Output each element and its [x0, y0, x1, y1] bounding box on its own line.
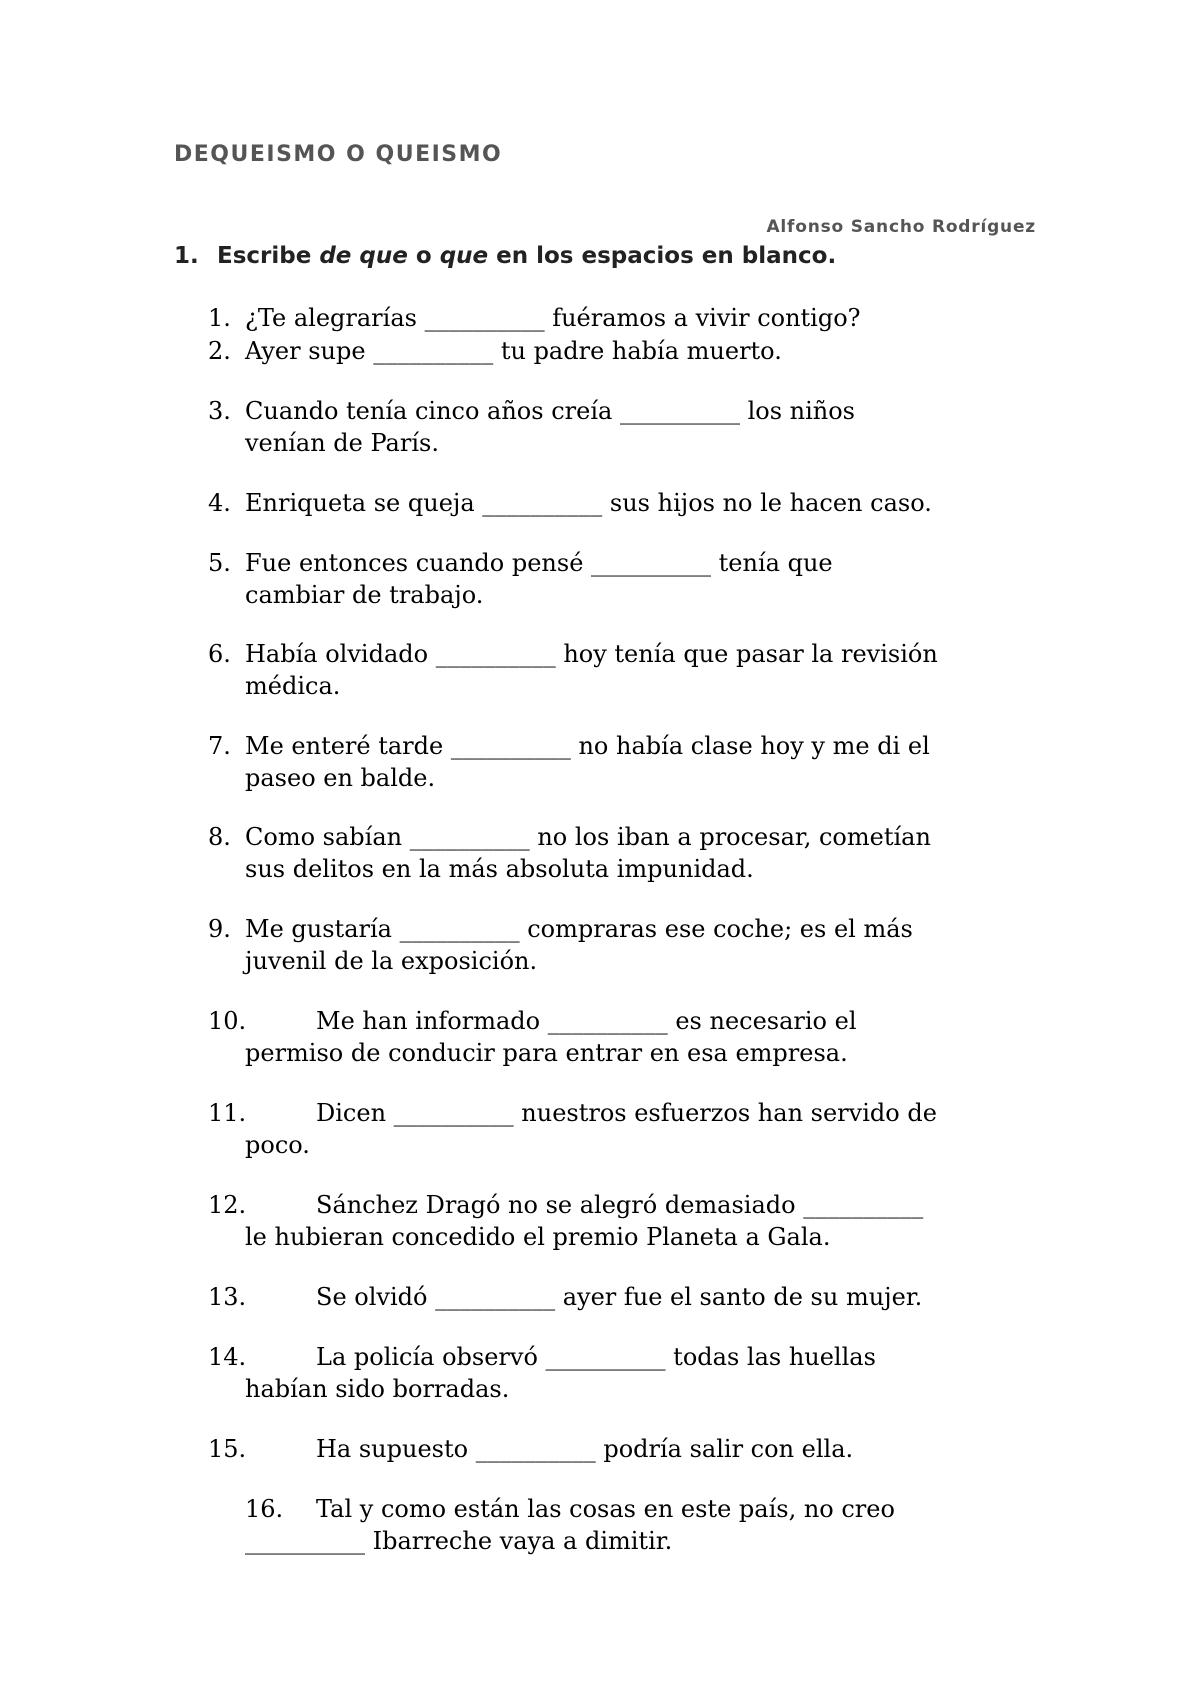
answer-blank: __________	[475, 1435, 596, 1463]
continuation-text: médica.	[245, 672, 341, 700]
item-sentence	[245, 395, 855, 427]
item-number: 16.	[245, 1495, 284, 1523]
item-sentence	[316, 1281, 922, 1313]
instruction-option-de-que: de que	[319, 243, 408, 269]
instruction-number: 1.	[174, 243, 199, 269]
answer-blank: __________	[435, 640, 556, 668]
continuation-text: sus delitos en la más absoluta impunidad.	[245, 855, 754, 883]
item-sentence	[316, 1341, 876, 1373]
sentence-end: fuéramos a vivir contigo?	[544, 304, 861, 332]
item-sentence	[245, 913, 913, 945]
continuation-text: paseo en balde.	[245, 764, 436, 792]
item-number: 6.	[208, 640, 231, 668]
item-continuation	[245, 762, 435, 794]
instruction-option-que: que	[439, 243, 489, 269]
continuation-text: juvenil de la exposición.	[245, 947, 538, 975]
item-number: 15.	[208, 1435, 247, 1463]
item-number: 9.	[208, 915, 231, 943]
item-continuation	[245, 1221, 830, 1253]
item-sentence	[316, 1493, 895, 1525]
answer-blank: __________	[803, 1191, 924, 1219]
author-name: Alfonso Sancho Rodríguez	[766, 217, 1036, 237]
item-sentence	[245, 302, 861, 334]
answer-blank: __________	[393, 1099, 514, 1127]
item-number: 8.	[208, 823, 231, 851]
page-title: DEQUEISMO O QUEISMO	[174, 142, 503, 167]
answer-blank: __________	[373, 337, 494, 365]
answer-blank: __________	[450, 732, 571, 760]
sentence-end: no los iban a procesar, cometían	[529, 823, 931, 851]
instruction-text-1: Escribe	[217, 243, 320, 269]
item-continuation	[245, 579, 483, 611]
item-number: 12.	[208, 1191, 247, 1219]
sentence-end: los niños	[739, 397, 855, 425]
sentence-end: ayer fue el santo de su mujer.	[555, 1283, 923, 1311]
sentence-start: Enriqueta se queja	[245, 489, 483, 517]
item-sentence	[245, 487, 932, 519]
item-sentence	[245, 821, 931, 853]
item-sentence	[316, 1097, 937, 1129]
continuation-text: habían sido borradas.	[245, 1375, 510, 1403]
sentence-start: Ayer supe	[245, 337, 374, 365]
item-number: 11.	[208, 1099, 247, 1127]
sentence-start: La policía observó	[316, 1343, 546, 1371]
sentence-start: Dicen	[316, 1099, 394, 1127]
answer-blank: __________	[435, 1283, 556, 1311]
sentence-end: nuestros esfuerzos han servido de	[513, 1099, 937, 1127]
continuation-text: permiso de conducir para entrar en esa empresa.	[245, 1039, 848, 1067]
item-continuation	[245, 945, 537, 977]
instruction-text-2: o	[407, 243, 440, 269]
sentence-start: ¿Te alegrarías	[245, 304, 425, 332]
item-continuation	[245, 670, 340, 702]
item-number: 13.	[208, 1283, 247, 1311]
item-continuation	[245, 427, 439, 459]
item-sentence	[316, 1189, 923, 1221]
item-continuation	[245, 1129, 310, 1161]
answer-blank: __________	[245, 1527, 365, 1555]
item-number: 2.	[208, 337, 231, 365]
sentence-start: Sánchez Dragó no se alegró demasiado	[316, 1191, 804, 1219]
sentence-start: Me gustaría	[245, 915, 400, 943]
sentence-end: sus hijos no le hacen caso.	[602, 489, 932, 517]
item-number: 7.	[208, 732, 231, 760]
item-sentence	[245, 638, 938, 670]
item-sentence	[316, 1005, 857, 1037]
item-number: 14.	[208, 1343, 247, 1371]
sentence-end: compraras ese coche; es el más	[519, 915, 913, 943]
answer-blank: __________	[399, 915, 520, 943]
continuation-text: cambiar de trabajo.	[245, 581, 484, 609]
sentence-end: tenía que	[711, 549, 833, 577]
sentence-start: Ha supuesto	[316, 1435, 476, 1463]
exercise-instruction	[174, 243, 836, 269]
item-sentence	[245, 335, 782, 367]
sentence-end: hoy tenía que pasar la revisión	[555, 640, 938, 668]
continuation-text: Ibarreche vaya a dimitir.	[365, 1527, 673, 1555]
continuation-text: venían de París.	[245, 429, 439, 457]
item-continuation	[245, 853, 754, 885]
continuation-text: poco.	[245, 1131, 310, 1159]
sentence-end: todas las huellas	[665, 1343, 876, 1371]
answer-blank: __________	[424, 304, 545, 332]
sentence-start: Como sabían	[245, 823, 410, 851]
sentence-start: Me enteré tarde	[245, 732, 451, 760]
item-sentence	[245, 547, 833, 579]
sentence-end: podría salir con ella.	[595, 1435, 854, 1463]
item-continuation	[245, 1373, 509, 1405]
item-number: 5.	[208, 549, 231, 577]
item-number: 4.	[208, 489, 231, 517]
instruction-text-3: en los espacios en blanco.	[488, 243, 837, 269]
sentence-start: Había olvidado	[245, 640, 436, 668]
sentence-start: Cuando tenía cinco años creía	[245, 397, 620, 425]
answer-blank: __________	[482, 489, 603, 517]
sentence-end: es necesario el	[667, 1007, 857, 1035]
sentence-start: Me han informado	[316, 1007, 548, 1035]
sentence-end: no había clase hoy y me di el	[570, 732, 930, 760]
item-continuation	[245, 1525, 672, 1557]
sentence-start: Tal y como están las cosas en este país, no creo	[316, 1495, 895, 1523]
answer-blank: __________	[409, 823, 530, 851]
continuation-text: le hubieran concedido el premio Planeta a Gala.	[245, 1223, 831, 1251]
answer-blank: __________	[619, 397, 740, 425]
item-number: 3.	[208, 397, 231, 425]
answer-blank: __________	[545, 1343, 666, 1371]
item-number: 1.	[208, 304, 231, 332]
sentence-start: Fue entonces cuando pensé	[245, 549, 592, 577]
answer-blank: __________	[547, 1007, 668, 1035]
item-number: 10.	[208, 1007, 247, 1035]
answer-blank: __________	[591, 549, 712, 577]
item-sentence	[316, 1433, 853, 1465]
sentence-end: tu padre había muerto.	[493, 337, 782, 365]
item-sentence	[245, 730, 930, 762]
sentence-start: Se olvidó	[316, 1283, 436, 1311]
item-continuation	[245, 1037, 848, 1069]
